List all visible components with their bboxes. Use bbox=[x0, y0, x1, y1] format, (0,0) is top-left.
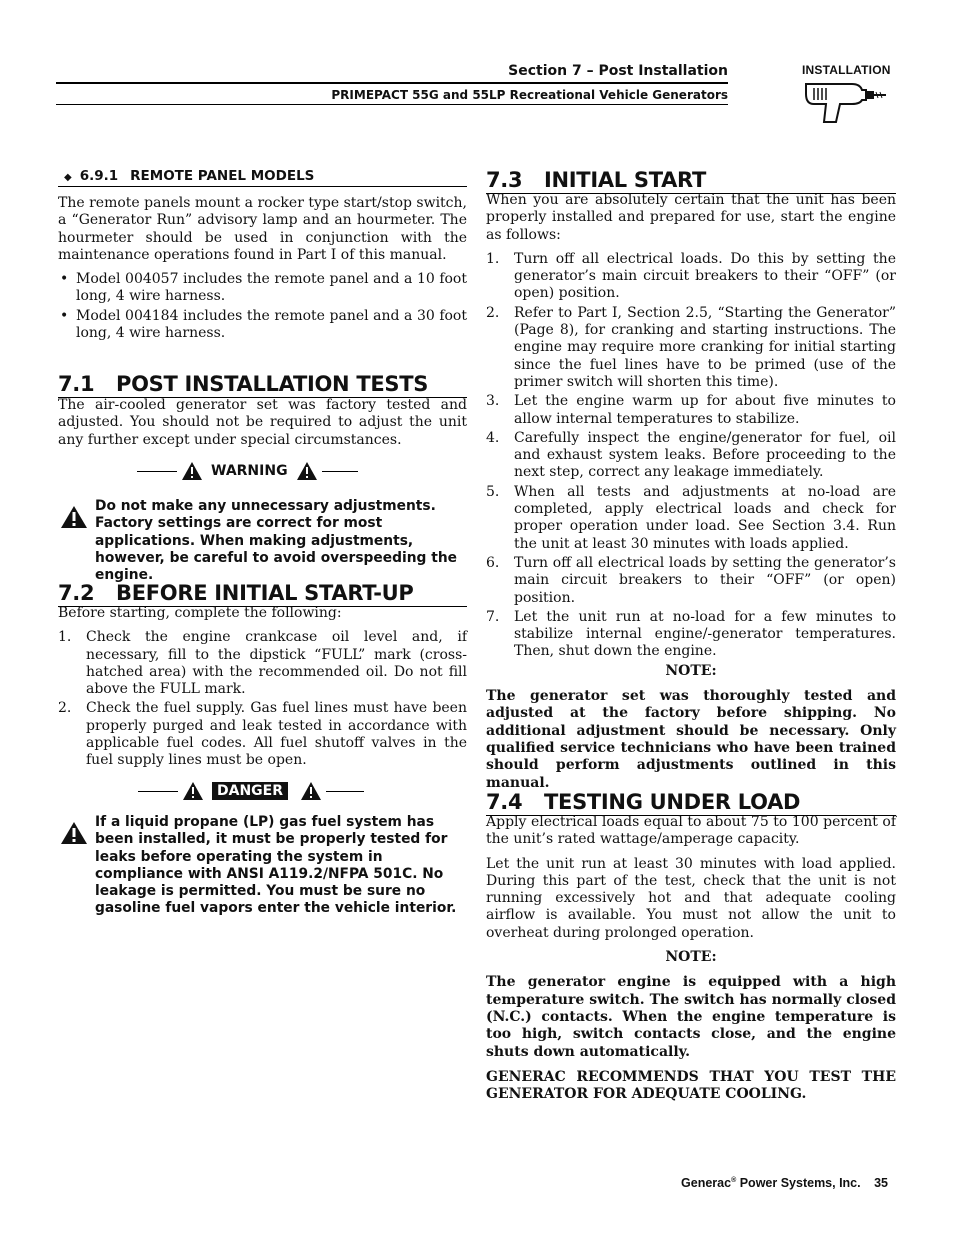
danger-bar bbox=[138, 781, 364, 801]
remote-panel-paragraph: The remote panels mount a rocker type start/stop switch, a “Generator Run” advisory lamp and an hourmeter. The hourmeter should be used in conjunction with the maintenance operations found in Part I of this manual. bbox=[58, 195, 467, 263]
list-item: 5. When all tests and adjustments at no-load are completed, apply electrical loads and check for proper operation under load. See Section 3.4. Run the unit at least 30 minutes with loads applied. bbox=[486, 483, 896, 552]
warning-text: Do not make any unnecessary adjustments. Factory settings are correct for most applications. When making adjustments, however, be careful to avoid overspeeding the engine. bbox=[95, 498, 458, 584]
warning-bar bbox=[137, 461, 358, 481]
note-heading: NOTE: bbox=[665, 949, 717, 966]
list-item: 3. Let the engine warm up for about five minutes to allow internal temperatures to stabilize. bbox=[486, 393, 896, 427]
danger-label: DANGER bbox=[212, 782, 288, 800]
heading-7-2: 7.2 BEFORE INITIAL START-UP bbox=[58, 581, 467, 607]
document-subtitle: PRIMEPACT 55G and 55LP Recreational Vehicle Generators bbox=[331, 88, 728, 102]
page-footer: Generac® Power Systems, Inc. 35 bbox=[681, 1176, 888, 1190]
recommendation-text: GENERAC RECOMMENDS THAT YOU TEST THE GENERATOR FOR ADEQUATE COOLING. bbox=[486, 1068, 896, 1103]
testing-load-paragraph: Apply electrical loads equal to about 75 to 100 percent of the unit’s rated wattage/amperage capacity. bbox=[486, 814, 896, 848]
list-item: 2. Refer to Part I, Section 2.5, “Starting the Generator” (Page 8), for cranking and starting instructions. The engine may require more cranking for initial starting since the fuel lines have to be primed (use of the primer switch will shorten this time). bbox=[486, 304, 896, 390]
heading-7-3: 7.3 INITIAL START bbox=[486, 168, 896, 194]
danger-triangle-icon bbox=[300, 781, 322, 801]
startup-steps-list bbox=[58, 629, 467, 769]
warning-label: WARNING bbox=[211, 463, 288, 479]
list-item: 2. Check the fuel supply. Gas fuel lines must have been properly purged and leak tested in accordance with applicable fuel codes. All fuel shutoff valves in the fuel supply lines must be open. bbox=[58, 700, 467, 769]
list-item: 1. Turn off all electrical loads. Do this by setting the generator’s main circuit breakers to their “OFF” (or open) position. bbox=[486, 250, 896, 302]
warning-triangle-icon bbox=[181, 461, 203, 481]
list-item: 1. Check the engine crankcase oil level and, if necessary, fill to the dipstick “FULL” mark (cross-hatched area) with the recommended oil. Do not fill above the FULL mark. bbox=[58, 629, 467, 698]
note-text: The generator set was thoroughly tested and adjusted at the factory before shipping. No additional adjustment should be necessary. Only qualified service technicians who have been trained should perform adjustments outlined in this manual. bbox=[486, 688, 896, 791]
warning-triangle-icon bbox=[296, 461, 318, 481]
list-item: 4. Carefully inspect the engine/generator for fuel, oil and exhaust system leaks. Before proceeding to the next step, correct any leakage immediately. bbox=[486, 429, 896, 481]
list-item: 7. Let the unit run at no-load for a few minutes to stabilize internal engine/-generator temperatures. Then, shut down the engine. bbox=[486, 608, 896, 660]
note-heading: NOTE: bbox=[665, 662, 717, 679]
testing-load-paragraph: Let the unit run at least 30 minutes with load applied. During this part of the test, check that the unit is not running excessively hot and that adequate cooling airflow is available. You must not allow the unit to overheat during prolonged operation. bbox=[486, 855, 896, 941]
heading-7-1: 7.1 POST INSTALLATION TESTS bbox=[58, 372, 467, 398]
drill-icon bbox=[800, 78, 888, 126]
section-title: Section 7 – Post Installation bbox=[508, 63, 728, 79]
list-item: • Model 004184 includes the remote panel and a 30 foot long, 4 wire harness. bbox=[58, 308, 467, 343]
list-item: • Model 004057 includes the remote panel and a 10 foot long, 4 wire harness. bbox=[58, 271, 467, 306]
initial-start-intro: When you are absolutely certain that the unit has been properly installed and prepared for use, start the engine as follows: bbox=[486, 192, 896, 243]
danger-triangle-icon bbox=[182, 781, 204, 801]
header-rule bbox=[56, 82, 728, 84]
list-item: 6. Turn off all electrical loads by setting the generator’s main circuit breakers to their “OFF” (or open) position. bbox=[486, 554, 896, 606]
heading-7-4: 7.4 TESTING UNDER LOAD bbox=[486, 790, 896, 816]
installation-tab-label: INSTALLATION bbox=[802, 63, 891, 77]
diamond-bullet-icon: ◆ bbox=[64, 172, 72, 183]
header-rule-thin bbox=[56, 104, 728, 105]
post-installation-paragraph: The air-cooled generator set was factory tested and adjusted. You should not be required to adjust the unit any further except under special circumstances. bbox=[58, 397, 467, 448]
note-text: The generator engine is equipped with a high temperature switch. The switch has normally closed (N.C.) contacts. When the engine temperature is too high, switch contacts close, and the engine shuts down automatically. bbox=[486, 974, 896, 1060]
hazard-triangle-icon bbox=[60, 505, 88, 529]
before-startup-intro: Before starting, complete the following: bbox=[58, 605, 342, 621]
model-list bbox=[58, 271, 467, 342]
danger-text: If a liquid propane (LP) gas fuel system has been installed, it must be properly tested for leaks before operating the system in compliance with ANSI A119.2/NFPA 501C. No leakage is permitted. You must be sure no gasoline fuel vapors enter the vehicle interior. bbox=[95, 814, 457, 917]
subsection-heading-6-9-1: ◆ 6.9.1 REMOTE PANEL MODELS bbox=[58, 168, 467, 187]
page-number: 35 bbox=[874, 1176, 888, 1190]
hazard-triangle-icon bbox=[60, 821, 88, 845]
initial-start-steps-list bbox=[486, 251, 896, 661]
